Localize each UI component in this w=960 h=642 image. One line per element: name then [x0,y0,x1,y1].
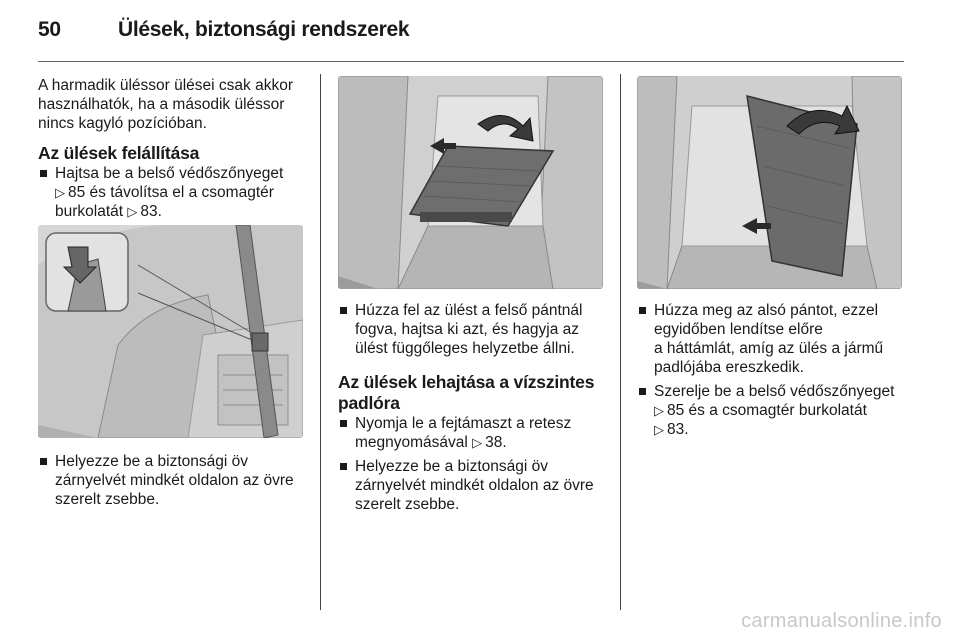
page-header [38,18,906,48]
page-ref-icon: ▷ [654,422,664,437]
column-divider-2 [620,74,621,610]
bullet-refit-cover: Szerelje be a belső védőszőnyeget ▷ 85 és a csomagtér burkolatát ▷ 83. [637,382,905,439]
intro-paragraph: A harmadik üléssor ülései csak akkor használhatók, ha a második üléssor nincs kagyló pozícióban. [38,77,294,132]
watermark: carmanualsonline.info [741,610,942,632]
bullet-insert-tongue-2: Helyezze be a biztonsági öv zárnyelvét mindkét oldalon az övre szerelt zsebbe. [338,457,606,514]
column-3 [637,301,905,439]
bullet-marker [639,388,646,395]
page-ref-icon: ▷ [55,185,65,200]
column-1 [38,76,306,221]
heading-folding-seats: Az ülések lehajtása a vízszintes padlóra [338,372,595,413]
bullet-press-headrest: Nyomja le a fejtámaszt a retesz megnyomásával ▷ 38. [338,414,606,452]
illustration-seatbelt-pocket [38,225,303,438]
bullet-insert-tongue-1: Helyezze be a biztonsági öv zárnyelvét mindkét oldalon az övre szerelt zsebbe. [38,452,306,509]
bullet-marker [40,170,47,177]
bullet-pull-lower-strap: Húzza meg az alsó pántot, ezzel egyidőben lendítse előre a háttámlát, amíg az ülés a jármű padlójába ereszkedik. [637,301,905,377]
column-divider-1 [320,74,321,610]
bullet-marker [340,420,347,427]
page-ref-icon: ▷ [654,403,664,418]
heading-raising-seats: Az ülések felállítása [38,143,200,163]
column-1-bottom [38,452,306,509]
column-2 [338,301,606,514]
page-ref-icon: ▷ [127,204,138,219]
bullet-marker [340,307,347,314]
bullet-fold-cover: Hajtsa be a belső védőszőnyeget ▷ 85 és távolítsa el a csomagtér burkolatát ▷ 83. [38,164,306,221]
bullet-marker [40,458,47,465]
bullet-marker [340,463,347,470]
page-number: 50 [38,18,61,41]
header-divider [38,61,904,62]
page-ref-icon: ▷ [472,435,483,450]
bullet-marker [639,307,646,314]
bullet-lift-seat: Húzza fel az ülést a felső pántnál fogva, hajtsa ki azt, és hagyja az ülést függőleges helyzetbe állni. [338,301,606,358]
chapter-title: Ülések, biztonsági rendszerek [118,18,410,41]
illustration-lift-seat [338,76,603,289]
illustration-fold-seat [637,76,902,289]
